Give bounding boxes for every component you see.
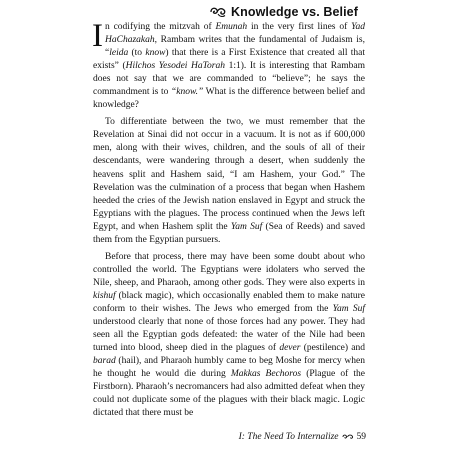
italic-term: leida bbox=[109, 48, 129, 59]
page-body bbox=[92, 18, 366, 420]
text-run: n codifying the mitzvah of bbox=[105, 22, 216, 32]
small-scroll-ornament-icon bbox=[342, 433, 354, 441]
italic-term: barad bbox=[93, 356, 116, 367]
text-run: (to bbox=[128, 48, 146, 59]
paragraph-1 bbox=[92, 18, 365, 112]
paragraph-2 bbox=[93, 116, 365, 246]
italic-term: kishuf bbox=[93, 290, 116, 301]
italic-term: know bbox=[145, 48, 166, 59]
text-run: (Sea of Reeds) and saved them from the Egyptian pursuers. bbox=[93, 221, 365, 245]
text-run: , Rambam writes that the fundamental of Judaism is, “ bbox=[105, 35, 365, 59]
italic-term: Yad HaChazakah bbox=[105, 22, 365, 46]
italic-term: dever bbox=[279, 343, 301, 354]
italic-term: Makkas Bechoros bbox=[230, 369, 302, 380]
paragraph-3 bbox=[93, 251, 365, 421]
running-footer bbox=[239, 432, 366, 442]
italic-term: “know.” bbox=[170, 87, 204, 98]
italic-term: Yam Suf bbox=[230, 221, 263, 232]
text-run: 1:1). It is interesting that Rambam does not say that we are commanded to “believe”; he says the commandment is to bbox=[93, 61, 365, 98]
text-run: (pestilence) and bbox=[300, 343, 366, 354]
text-run: Before that process, there may have been some doubt about who controlled the world. The Egyptians were idolaters who served the Nile, sheep, and Pharaoh, among other gods. They were also experts in bbox=[93, 251, 365, 288]
italic-term: Emunah bbox=[215, 22, 248, 32]
running-header bbox=[209, 3, 358, 21]
text-run: (black magic), which occasionally enabled them to make nature conform to their wishes. The Jews who emerged from the bbox=[93, 290, 365, 314]
chapter-title: Knowledge vs. Belief bbox=[230, 5, 358, 19]
text-run: understood clearly that none of those forces had any power. They had seen all the Egyptian gods defeated: the water of the Nile had been turned into blood, sheep died in the plagues of bbox=[93, 317, 365, 354]
page-number: 59 bbox=[356, 432, 366, 442]
text-run: (Plague of the Firstborn). Pharaoh’s necromancers had also admitted defeat when they could not duplicate some of the plagues with their black magic. Logic dictated that there must be bbox=[93, 369, 365, 419]
drop-cap: I bbox=[92, 18, 103, 54]
text-run: What is the difference between belief and knowledge? bbox=[93, 87, 365, 111]
italic-term: Yam Suf bbox=[332, 303, 365, 314]
text-run: To differentiate between the two, we must remember that the Revelation at Sinai did not occur in a vacuum. It is not as if 600,000 men, along with their wives, children, and the souls of all of their descendants, were wandering through a desert, when suddenly the heavens split and Hashem said, “I am Hashem, your God.” The Revelation was the culmination of a process that began when Hashem heeded the cries of the Jewish nation enslaved in Egypt and struck the Egyptians with the plagues. The process continued when the Jews left Egypt, and when Hashem split the bbox=[93, 117, 365, 232]
text-run: ) that there is a First Existence that created all that exists” ( bbox=[93, 48, 365, 72]
scroll-ornament-icon bbox=[209, 5, 227, 19]
italic-term: Hilchos Yesodei HaTorah bbox=[125, 61, 225, 72]
text-run: (hail), and Pharaoh humbly came to beg Moshe for mercy when he thought he would die during bbox=[93, 356, 365, 380]
text-run: in the very first lines of bbox=[247, 22, 352, 32]
footer-section-title: I: The Need To Internalize bbox=[238, 432, 339, 442]
